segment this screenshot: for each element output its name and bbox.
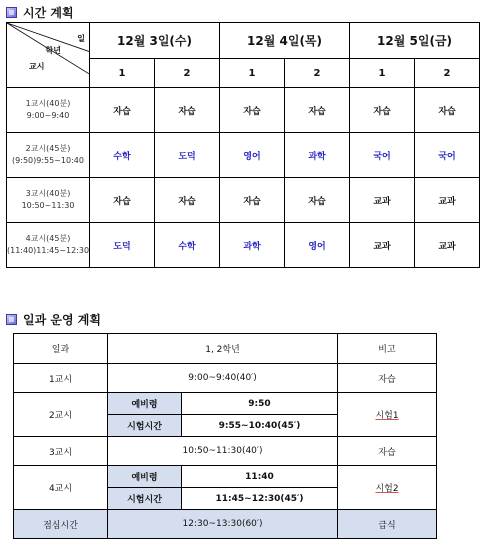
period-cell	[7, 133, 90, 178]
schedule-row	[7, 88, 480, 133]
period-label: 1교시(40분)	[25, 99, 71, 108]
period-label: 4교시(45분)	[25, 234, 71, 243]
prep-bell-time: 11:40	[182, 466, 338, 488]
section-title-text: 시간 계획	[23, 5, 74, 20]
subject-cell: 자습	[155, 88, 220, 133]
period-name-cell: 2교시	[14, 393, 108, 437]
date-header-1: 12월 3일(수)	[90, 23, 220, 59]
header-cell: 비고	[338, 334, 437, 364]
prep-bell-label: 예비령	[108, 393, 182, 415]
exam-time-label: 시험시간	[108, 415, 182, 437]
note-text: 시험1	[375, 411, 399, 421]
section-title-operations	[6, 311, 101, 327]
exam-time-label: 시험시간	[108, 488, 182, 510]
date-header-2: 12월 4일(목)	[220, 23, 350, 59]
period-label: 2교시(45분)	[25, 144, 71, 153]
subject-cell: 교과	[415, 223, 480, 268]
subject-cell: 자습	[285, 88, 350, 133]
grade-header: 1	[220, 59, 285, 88]
period-time: (9:50)9:55~10:40	[12, 156, 84, 165]
exam-time-value: 9:55~10:40(45′)	[182, 415, 338, 437]
subject-cell: 자습	[220, 88, 285, 133]
grade-header: 1	[90, 59, 155, 88]
note-cell: 자습	[338, 364, 437, 393]
subject-cell: 자습	[220, 178, 285, 223]
period-name-cell: 4교시	[14, 466, 108, 510]
corner-grade-label: 학년	[45, 46, 61, 55]
prep-bell-time: 9:50	[182, 393, 338, 415]
square-bullet-icon	[6, 314, 17, 325]
subject-cell: 국어	[415, 133, 480, 178]
subject-cell: 자습	[90, 178, 155, 223]
corner-header-cell	[7, 23, 90, 88]
subject-cell: 국어	[350, 133, 415, 178]
period-time: (11:40)11:45~12:30	[7, 246, 90, 255]
note-cell	[338, 393, 437, 437]
section-title-text: 일과 운영 계획	[23, 312, 101, 327]
subject-cell: 교과	[350, 178, 415, 223]
corner-period-label: 교시	[29, 62, 45, 71]
subject-cell: 영어	[220, 133, 285, 178]
square-bullet-icon	[6, 7, 17, 18]
schedule-row	[7, 223, 480, 268]
subject-cell: 자습	[90, 88, 155, 133]
schedule-row	[7, 133, 480, 178]
subject-cell: 자습	[155, 178, 220, 223]
section-title-schedule	[6, 4, 74, 20]
period-label: 3교시(40분)	[25, 189, 71, 198]
subject-cell: 교과	[350, 223, 415, 268]
subject-cell: 과학	[220, 223, 285, 268]
grade-header: 2	[285, 59, 350, 88]
note-cell: 자습	[338, 437, 437, 466]
subject-cell: 수학	[90, 133, 155, 178]
schedule-table	[6, 22, 480, 268]
schedule-row	[7, 178, 480, 223]
subject-cell: 도덕	[155, 133, 220, 178]
period-cell	[7, 88, 90, 133]
date-header-3: 12월 5일(금)	[350, 23, 480, 59]
operations-table	[13, 333, 437, 539]
subject-cell: 교과	[415, 178, 480, 223]
period-name-cell: 점심시간	[14, 510, 108, 539]
time-cell: 10:50~11:30(40′)	[108, 437, 338, 466]
corner-day-label: 일	[77, 34, 85, 43]
subject-cell: 자습	[285, 178, 350, 223]
exam-time-value: 11:45~12:30(45′)	[182, 488, 338, 510]
subject-cell: 자습	[350, 88, 415, 133]
subject-cell: 수학	[155, 223, 220, 268]
header-cell: 일과	[14, 334, 108, 364]
note-cell	[338, 466, 437, 510]
period-time: 9:00~9:40	[26, 111, 70, 120]
note-text: 시험2	[375, 484, 399, 494]
subject-cell: 과학	[285, 133, 350, 178]
time-cell: 9:00~9:40(40′)	[108, 364, 338, 393]
period-cell	[7, 223, 90, 268]
grade-header: 2	[155, 59, 220, 88]
grade-header: 2	[415, 59, 480, 88]
prep-bell-label: 예비령	[108, 466, 182, 488]
subject-cell: 도덕	[90, 223, 155, 268]
header-cell: 1, 2학년	[108, 334, 338, 364]
period-time: 10:50~11:30	[21, 201, 75, 210]
time-cell: 12:30~13:30(60′)	[108, 510, 338, 539]
subject-cell: 영어	[285, 223, 350, 268]
period-name-cell: 1교시	[14, 364, 108, 393]
period-name-cell: 3교시	[14, 437, 108, 466]
period-cell	[7, 178, 90, 223]
grade-header: 1	[350, 59, 415, 88]
subject-cell: 자습	[415, 88, 480, 133]
note-cell: 급식	[338, 510, 437, 539]
